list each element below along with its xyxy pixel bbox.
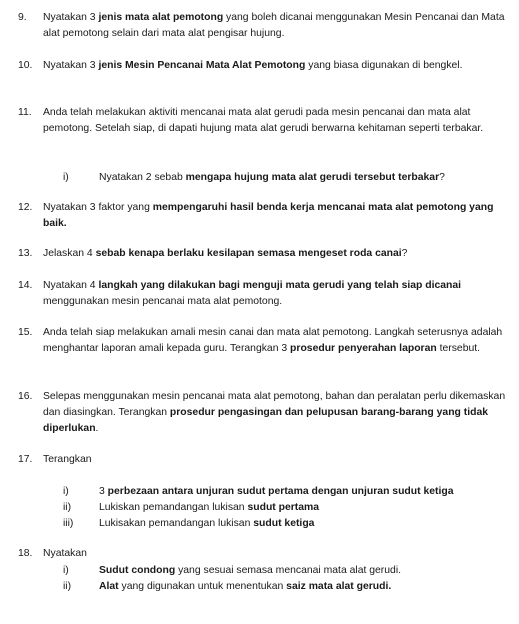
- sub-text: Nyatakan 2 sebab mengapa hujung mata alat gerudi tersebut terbakar?: [99, 172, 445, 183]
- question-text: Nyatakan 3 jenis mata alat pemotong yang boleh dicanai menggunakan Mesin Pencanai dan Mata alat pemotong selain dari mata alat pengisar hujung.: [43, 12, 505, 39]
- question-text: Selepas menggunakan mesin pencanai mata alat pemotong, bahan dan peralatan perlu dikemaskan dan diasingkan. Terangkan prosedur pengasingan dan pelupusan barang-barang yang tidak diperlukan.: [43, 391, 506, 434]
- sub-text: 3 perbezaan antara unjuran sudut pertama dengan unjuran sudut ketiga: [99, 486, 454, 497]
- question-number: 14.: [18, 280, 33, 291]
- question-18-sub-ii: [63, 579, 503, 595]
- question-text: Anda telah siap melakukan amali mesin canai dan mata alat pemotong. Langkah seterusnya adalah menghantar laporan amali kepada guru. Terangkan 3 prosedur penyerahan laporan tersebut.: [43, 327, 503, 354]
- question-number: 16.: [18, 391, 33, 402]
- question-11: [18, 105, 506, 137]
- sub-number: i): [63, 565, 69, 576]
- question-text: Nyatakan 4 langkah yang dilakukan bagi menguji mata gerudi yang telah siap dicanai menggunakan mesin pencanai mata alat pemotong.: [43, 280, 462, 307]
- question-17-sub-iii: [63, 516, 503, 532]
- sub-text: Sudut condong yang sesuai semasa mencanai mata alat gerudi.: [99, 565, 402, 576]
- question-text: Nyatakan 3 faktor yang mempengaruhi hasil benda kerja mencanai mata alat pemotong yang baik.: [43, 202, 494, 229]
- question-number: 11.: [18, 107, 32, 118]
- question-17: [18, 452, 506, 468]
- question-14: [18, 278, 506, 310]
- sub-text: Lukiskan pemandangan lukisan sudut pertama: [99, 502, 320, 513]
- question-number: 9.: [18, 12, 27, 23]
- question-number: 10.: [18, 60, 33, 71]
- question-18: [18, 546, 506, 562]
- question-18-sub-i: [63, 563, 503, 579]
- question-17-sub-i: [63, 484, 503, 500]
- question-text: Anda telah melakukan aktiviti mencanai mata alat gerudi pada mesin pencanai dan mata alat pemotong. Setelah siap, di dapati hujung mata alat gerudi berwarna kehitaman seperti terbakar.: [43, 107, 484, 134]
- question-17-sub-ii: [63, 500, 503, 516]
- sub-number: ii): [63, 502, 72, 513]
- question-15: [18, 325, 506, 357]
- sub-text: Lukisakan pemandangan lukisan sudut ketiga: [99, 518, 315, 529]
- sub-text: Alat yang digunakan untuk menentukan saiz mata alat gerudi.: [99, 581, 392, 592]
- question-16: [18, 389, 506, 437]
- question-number: 12.: [18, 202, 33, 213]
- question-number: 17.: [18, 454, 33, 465]
- sub-number: i): [63, 486, 69, 497]
- question-11-sub-i: [63, 170, 503, 186]
- question-12: [18, 200, 506, 232]
- question-text: Terangkan: [43, 454, 92, 465]
- question-text: Nyatakan 3 jenis Mesin Pencanai Mata Alat Pemotong yang biasa digunakan di bengkel.: [43, 60, 463, 71]
- question-text: Jelaskan 4 sebab kenapa berlaku kesilapan semasa mengeset roda canai?: [43, 248, 408, 259]
- question-text: Nyatakan: [43, 548, 87, 559]
- sub-number: iii): [63, 518, 74, 529]
- question-number: 18.: [18, 548, 33, 559]
- sub-number: i): [63, 172, 69, 183]
- question-13: [18, 246, 506, 262]
- question-10: [18, 58, 506, 74]
- question-number: 13.: [18, 248, 33, 259]
- question-number: 15.: [18, 327, 33, 338]
- sub-number: ii): [63, 581, 72, 592]
- question-9: [18, 10, 506, 42]
